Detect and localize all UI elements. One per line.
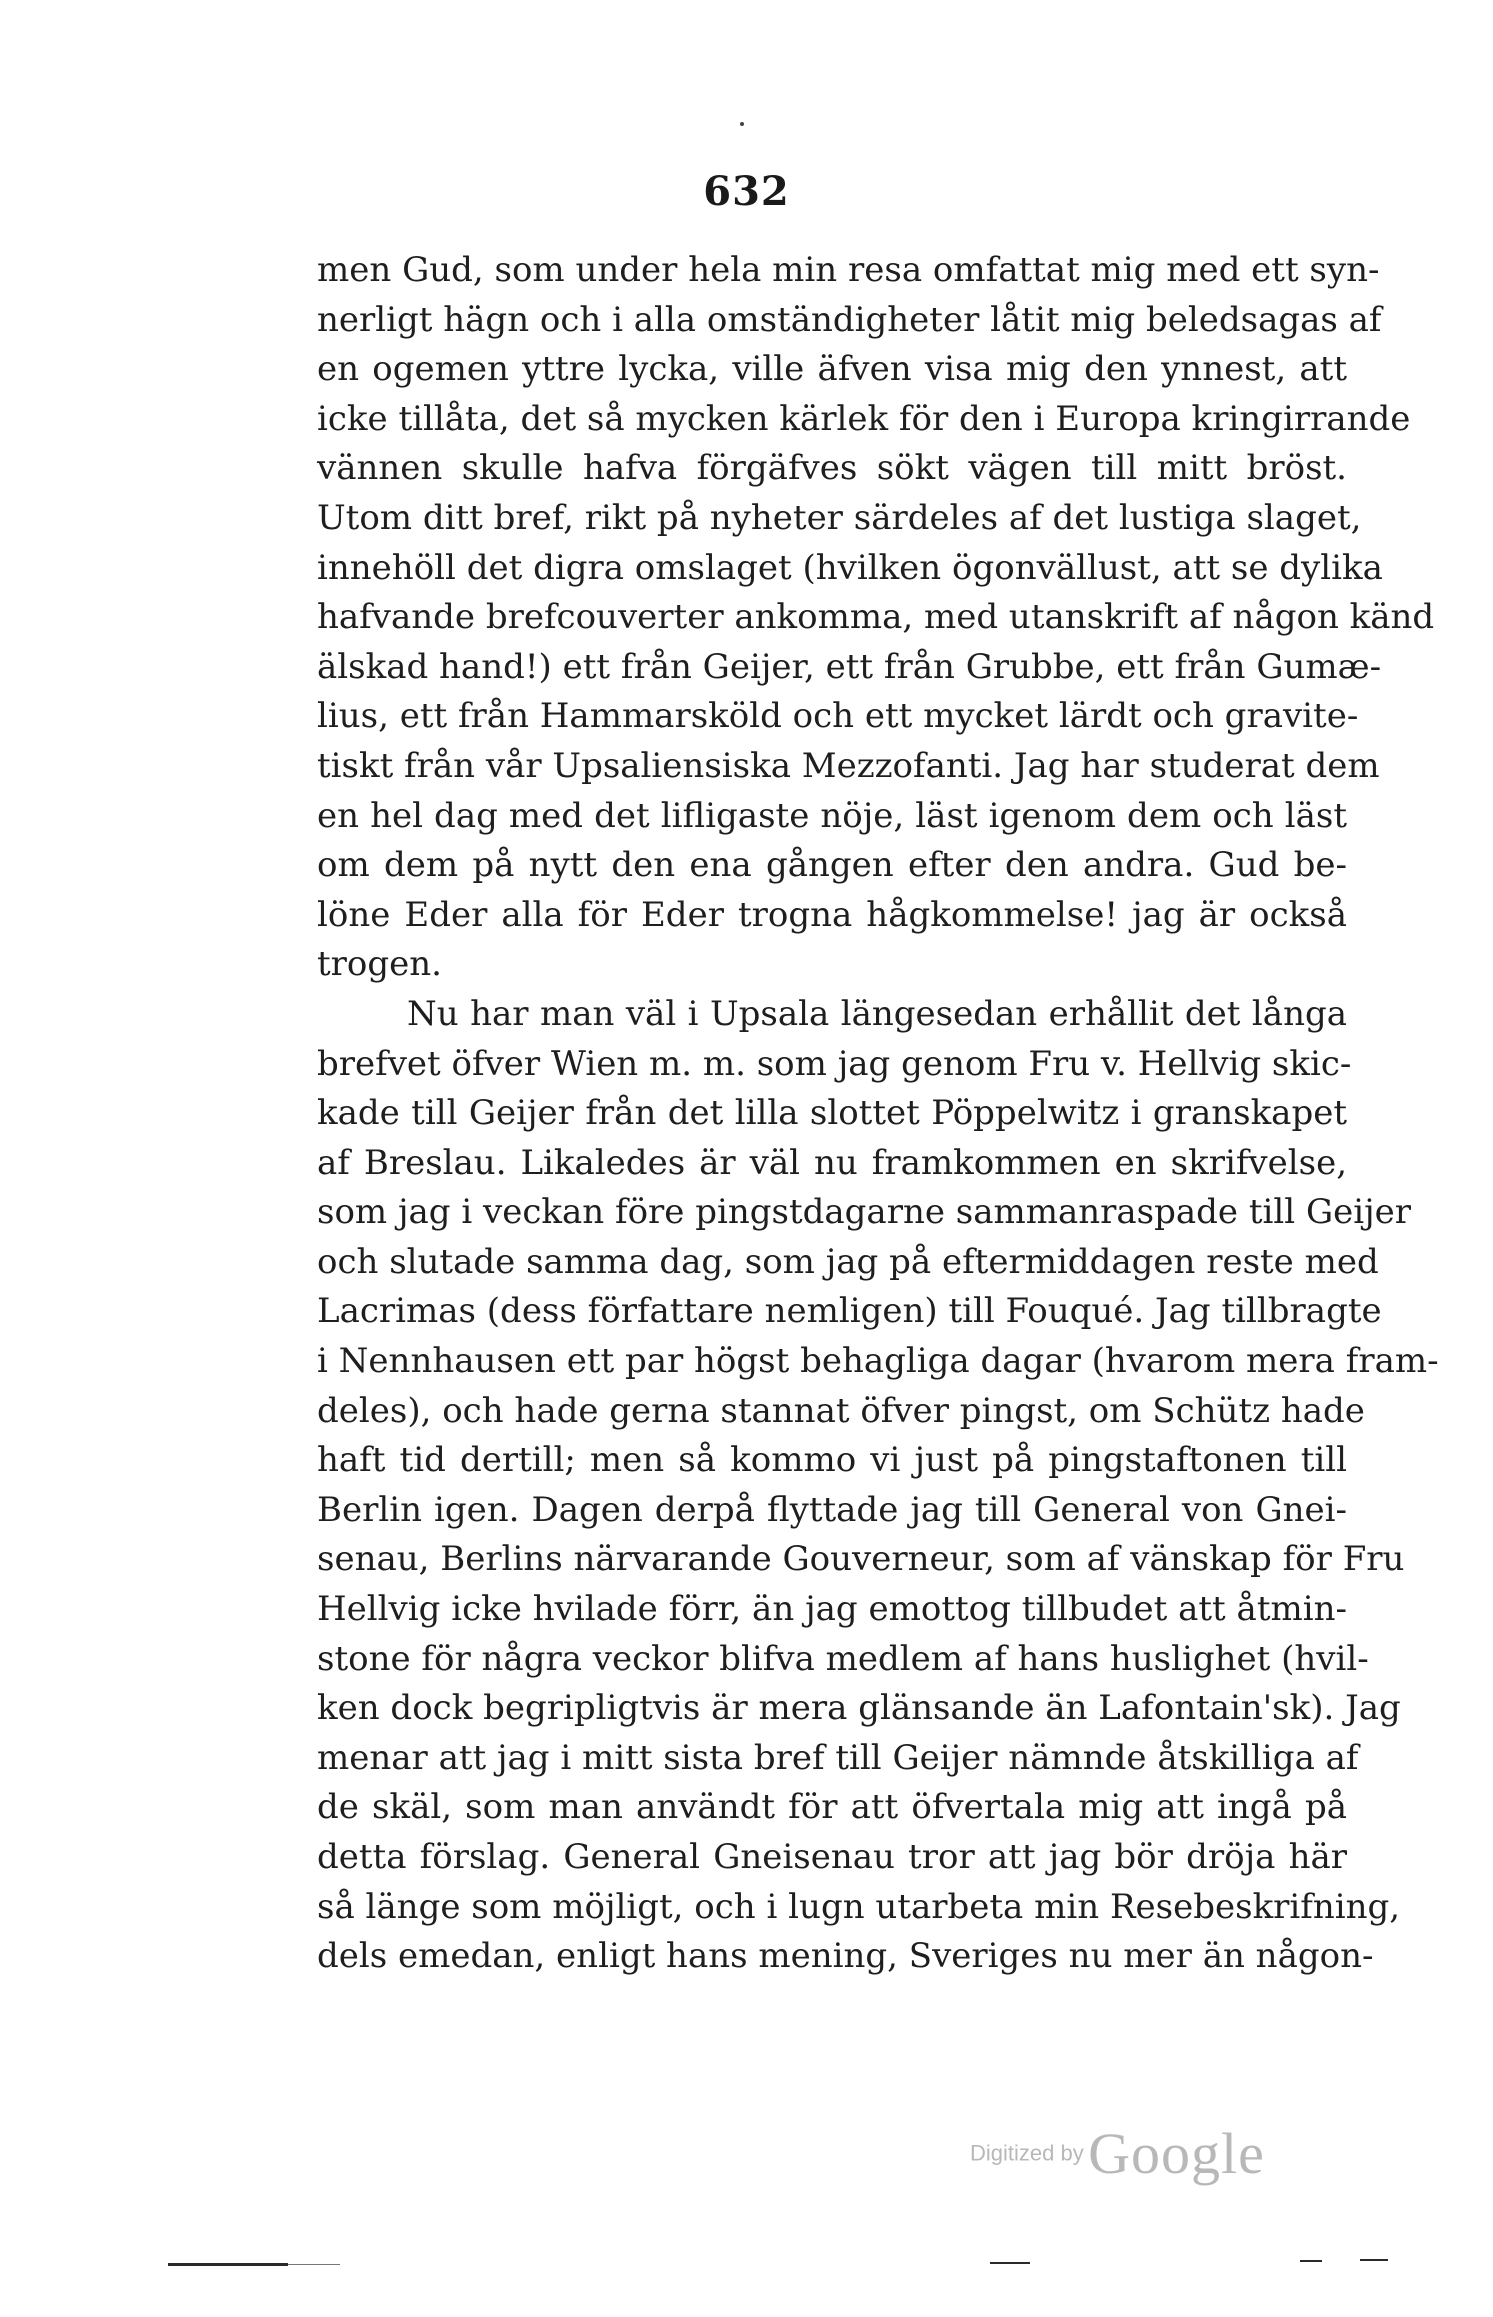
text-line: de skäl, som man användt för att öfvertala mig att ingå på: [317, 1787, 1347, 1828]
text-line: haft tid dertill; men så kommo vi just på pingstaftonen till: [317, 1440, 1347, 1481]
text-line: men Gud, som under hela min resa omfattat mig med ett syn-: [317, 250, 1380, 290]
text-line: menar att jag i mitt sista bref till Geijer nämnde åtskilliga af: [317, 1737, 1359, 1778]
scan-edge-rule: [168, 2263, 288, 2266]
text-line: icke tillåta, det så mycken kärlek för den i Europa kringirrande: [317, 398, 1411, 439]
text-line: brefvet öfver Wien m. m. som jag genom Fru v. Hellvig skic-: [317, 1043, 1352, 1084]
text-line: trogen.: [317, 944, 442, 985]
text-line: dels emedan, enligt hans mening, Sveriges nu mer än någon-: [317, 1936, 1374, 1977]
text-line: stone för några veckor blifva medlem af hans huslighet (hvil-: [317, 1638, 1369, 1679]
body-text: [317, 246, 1439, 1982]
scan-edge-rule: [1360, 2259, 1388, 2261]
text-line: Utom ditt bref, rikt på nyheter särdeles af det lustiga slaget,: [317, 497, 1362, 538]
text-line: så länge som möjligt, och i lugn utarbeta min Resebeskrifning,: [317, 1886, 1401, 1927]
text-line: af Breslau. Likaledes är väl nu framkommen en skrifvelse,: [317, 1142, 1347, 1183]
text-line: Hellvig icke hvilade förr, än jag emottog tillbudet att åtmin-: [317, 1589, 1347, 1630]
text-line: en hel dag med det lifligaste nöje, läst igenom dem och läst: [317, 795, 1347, 836]
text-line: nerligt hägn och i alla omständigheter låtit mig beledsagas af: [317, 299, 1382, 340]
text-line: och slutade samma dag, som jag på eftermiddagen reste med: [317, 1241, 1379, 1282]
text-line: i Nennhausen ett par högst behagliga dagar (hvarom mera fram-: [317, 1341, 1439, 1382]
text-line: hafvande brefcouverter ankomma, med utanskrift af någon känd: [317, 597, 1435, 638]
page-dot-mark: [740, 122, 744, 126]
watermark-brand: Google: [1088, 2121, 1265, 2186]
text-line: kade till Geijer från det lilla slottet Pöppelwitz i granskapet: [317, 1093, 1347, 1134]
text-line: deles), och hade gerna stannat öfver pingst, om Schütz hade: [317, 1390, 1365, 1431]
text-line: vännen skulle hafva förgäfves sökt vägen till mitt bröst.: [317, 448, 1347, 489]
scan-edge-rule: [288, 2264, 340, 2265]
text-line: Lacrimas (dess författare nemligen) till Fouqué. Jag tillbragte: [317, 1291, 1382, 1332]
text-line: detta förslag. General Gneisenau tror att jag bör dröja här: [317, 1837, 1347, 1877]
text-line: om dem på nytt den ena gången efter den andra. Gud be-: [317, 845, 1347, 886]
text-line: senau, Berlins närvarande Gouverneur, som af vänskap för Fru: [317, 1539, 1405, 1580]
text-line: löne Eder alla för Eder trogna hågkommelse! jag är också: [317, 894, 1347, 935]
text-line: som jag i veckan före pingstdagarne sammanraspade till Geijer: [317, 1192, 1412, 1233]
text-line: ken dock begripligtvis är mera glänsande än Lafontain'sk). Jag: [317, 1688, 1401, 1729]
text-line: Nu har man väl i Upsala längesedan erhållit det långa: [407, 993, 1347, 1034]
scan-edge-rule: [990, 2262, 1030, 2264]
text-line: innehöll det digra omslaget (hvilken ögonvällust, att se dylika: [317, 547, 1383, 588]
text-line: älskad hand!) ett från Geijer, ett från Grubbe, ett från Gumæ-: [317, 646, 1382, 687]
watermark-prefix: Digitized by: [970, 2140, 1084, 2166]
page-number: 632: [703, 168, 790, 215]
text-line: Berlin igen. Dagen derpå flyttade jag till General von Gnei-: [317, 1489, 1347, 1530]
scan-edge-rule: [1300, 2260, 1322, 2262]
text-line: en ogemen yttre lycka, ville äfven visa mig den ynnest, att: [317, 349, 1347, 390]
text-line: tiskt från vår Upsaliensiska Mezzofanti. Jag har studerat dem: [317, 745, 1380, 786]
digitized-watermark: [970, 2120, 1265, 2187]
text-line: lius, ett från Hammarsköld och ett mycket lärdt och gravite-: [317, 696, 1359, 737]
